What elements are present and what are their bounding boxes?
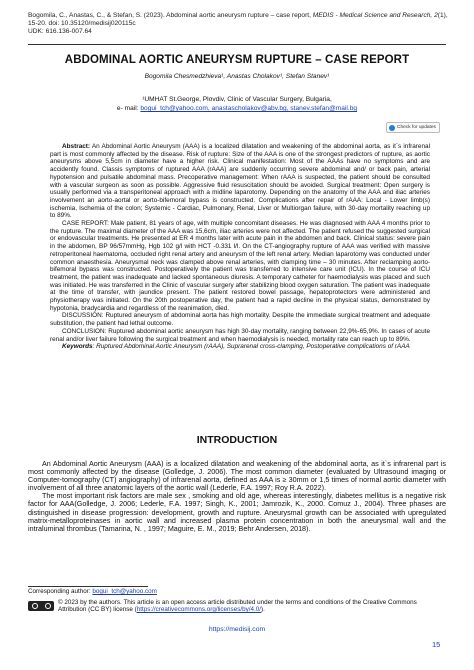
cc-by-logo-icon — [28, 601, 54, 611]
corr-label: Corresponding author: — [28, 588, 93, 595]
journal-name: MEDIS - Medical Science and Research, 2 — [312, 12, 438, 19]
abstract-text: An Abdominal Aortic Aneurysm (AAA) is a localized dilatation and weakening of the abdominal aorta, as it`s infrarenal part is most commonly affected by the disease. Risk of rupture: Size of the AAA is one of the strongest predictors of rupture, as aortic aneurysms above 5,5cm in diameter have a higher risk. Clinical manifestation: Most of the AAAs have no symptoms and are accidently found. Classis symptoms of ruptured AAA (rAAA) are suddenly occurring severe abdominal and/ or back pain, arterial hypotension and pulsatile abdominal mass. Precoperative management: When rAAA is suspected, the patient should be consulted with a vascular surgeon as soon as possible. Aggressive fluid resuscitation should be avoided. Surgical treatment: Open surgery is usually performed via a transperitoneal approach with a midline laparotomy. Depending on the anatomy of the AAA and iliac arteries involvement an aorto-aortal or aorto-bifemoral bypass is constructed. Complications after repair of rAAA: Local - Lower limb(s) ischemia, Ischemia of the colon; Systemic - Cardiac, Pulmonary, Renal, Liver or Multiorgan failure, with 30-day mortality reaching up to 89%. — [50, 143, 430, 220]
check-for-updates-button[interactable] — [386, 122, 440, 133]
website-link[interactable]: https://medisij.com — [208, 626, 266, 633]
introduction-body — [28, 460, 446, 533]
license-text — [58, 599, 446, 614]
email-links[interactable]: bogui_tch@yahoo.com, anastascholakov@abv.bg, stanev.stefan@mail.bg — [140, 105, 358, 112]
license-statement: © 2023 by the authors. This article is an open access article distributed under the terms and conditions of the Creative Commons Attribution (CC BY) license ( — [58, 599, 417, 614]
intro-paragraph: An Abdominal Aortic Aneurysm (AAA) is a localized dilatation and weakening of the abdominal aorta, as it`s infrarenal part is most commonly affected by the disease (Golledge, J. 2006). The most common diameter (evaluated by Ultrasound imaging or Computer-tomography (CT) angiography) of infrarenal aorta, defined as AAA is ≥ 30mm or 1,5 times of normal aortic diameter with involvement of all three anatomic layers of the aortic wall (Lederle, F.A. 1997; Roy R.A. 2022). — [28, 459, 446, 493]
abstract — [50, 143, 430, 351]
case-report-paragraph: CASE REPORT: Male patient, 81 years of age, with multiple concomitant diseases. He was diagnosed with AAA 4 months prior to the rupture. The maximal diameter of the AAA was 15,6cm, iliac arteries were not affected. The patient refused the suggested surgical or endovascular treatments. He presented at ER 4 months later with acute pain in the abdomen and back. Clinical status: severe pain in the abdomen, BP 96/57mmHg, Hgb 102 g/l with HCT -0.331 l/l. On the CT-angiography rupture of AAA was verified with massive retroperitoneal haematoma, occluded right renal artery and aneurysm of the left renal artery. Median laparotomy was conducted under common anaesthesia. Aneurysmal neck was clamped above renal arteries, with clamping time – 30 minutes. After reclamping aorto-bifemoral bypass was constructed. Postoperatively the patient was transferred to intensive care unit (ICU). In the course of ICU treatment, the patient was inadequate and lacked spontaneous diuresis. A temporary catheter for haemodialysis was placed and such was initiated. He was transferred in the Clinic of vascular surgery after stabilizing blood oxygen saturation. The patient was inadequate at the time of transfer, with jaundice present. The patient restored bowel passage, hepatoprotectors were administered and physiotherapy was initiated. On the 20th postoperative day, the patient had a rapid decline in the physical status, demonstrated by hypotonia, bradycardia and regardless of the reanimation, died. — [50, 220, 430, 312]
updates-icon — [389, 125, 395, 131]
citation-doi: (1), 15-20. doi: 10.35120/medisij020115c — [28, 12, 448, 27]
header-divider — [28, 44, 446, 45]
introduction-heading: INTRODUCTION — [196, 434, 278, 446]
udk-code: UDK: 616.136-007.64 — [28, 28, 92, 35]
keywords-paragraph — [50, 343, 430, 351]
license-link[interactable]: https://creativecommons.org/licenses/by/4.0/ — [136, 606, 261, 614]
page-number: 15 — [432, 640, 441, 649]
citation-text: Bogomila, C., Anastas, C., & Stefan, S. (2023). Abdominal aortic aneurysm rupture – case report, — [28, 12, 313, 19]
corr-email-link[interactable]: bogui_tch@yahoo.com — [92, 588, 157, 595]
corresponding-author — [28, 588, 157, 595]
author-emails — [0, 105, 474, 112]
affiliation: ¹UMHAT St.George, Plovdiv, Clinic of Vascular Surgery, Bulgaria, — [142, 96, 332, 103]
abstract-label: Abstract: — [62, 143, 91, 150]
keywords-label: Keywords — [62, 343, 93, 351]
discussion-paragraph: DISCUSSION: Ruptured aneurysm of abdominal aorta has high mortality. Despite the immediate surgical treatment and adequate substitution, the patient had lethal outcome. — [50, 312, 430, 328]
keywords-text: : Ruptured Abdominal Aortic Aneurysm (rAAA), Suprarenal cross-clamping, Postoperative complications of rAAA — [92, 343, 410, 351]
abstract-paragraph — [50, 143, 430, 220]
footnote-divider — [28, 586, 148, 587]
conclusion-paragraph: CONCLUSION: Ruptured abdominal aortic aneurysm has high 30-day mortality, ranging between 22,9%-65,9%. In cases of acute renal and/or liver failure following the surgical treatment and when haemodialysis is needed, mortality rate can reach up to 89%. — [50, 327, 430, 343]
citation-header — [28, 12, 448, 36]
author-list: Bogomila Chesmedzhieva¹, Anastas Cholakov¹, Stefan Stanev¹ — [144, 73, 330, 80]
emails-prefix: e- mail: — [116, 105, 141, 112]
license-end: ). — [261, 606, 265, 614]
paper-title: ABDOMINAL AORTIC ANEURYSM RUPTURE – CASE REPORT — [64, 54, 410, 66]
check-updates-label: Check for updates — [397, 125, 436, 130]
intro-paragraph: The most important risk factors are male sex , smoking and old age, whereas interestingly, diabetes mellitus is a negative risk factor for AAA(Golledge, J. 2006; Lederle, F.A. 1997; Singh, K., 2001; Jamrozik, K., 2000. Comuz J., 2004). Three phases are distinguished in disease progression: development, growth and rupture. Aneurysmal growth can be associated with upregulated matrix-metalloproteinases in aortic wall and increased plasma protein concentration in both the aneurysmal wall and the intraluminal thrombus (Tamarina, N. , 1997; Maguire, E. M., 2019; Behr Andersen, 2018). — [28, 491, 446, 533]
